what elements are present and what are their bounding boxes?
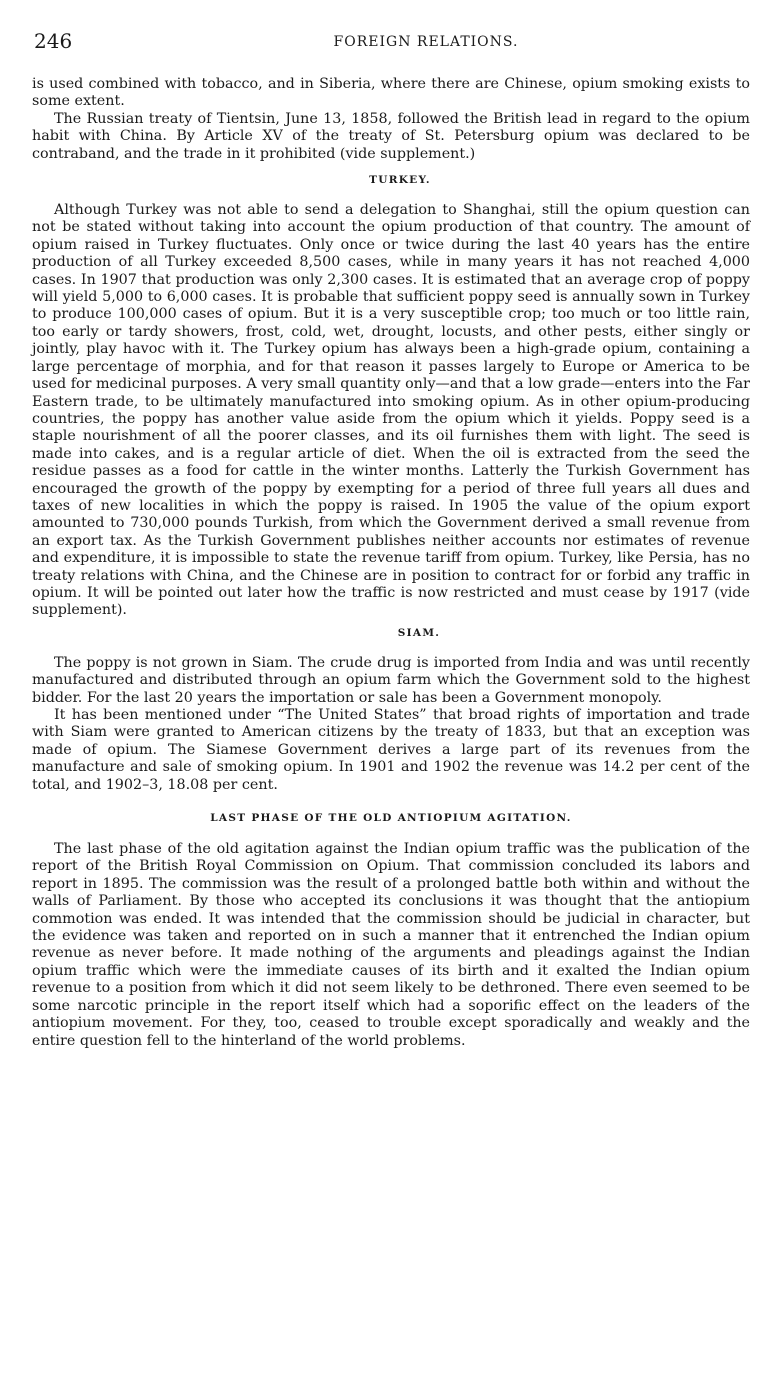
russian-treaty-paragraph: The Russian treaty of Tientsin, June 13, 1858, followed the British lead in regard to the opium habit with China. By Article XV of the treaty of St. Petersburg opium was declared to be contraband, and the trade in it prohibited (vide supplement.) bbox=[32, 110, 750, 162]
section-heading-last-phase: LAST PHASE OF THE OLD ANTIOPIUM AGITATION. bbox=[210, 812, 572, 825]
turkey-section bbox=[32, 202, 750, 620]
last-phase-section bbox=[32, 841, 750, 1050]
running-head bbox=[32, 28, 750, 54]
section-heading-siam: SIAM. bbox=[397, 626, 441, 639]
last-phase-paragraph: The last phase of the old agitation against the Indian opium traffic was the publication of the report of the British Royal Commission on Opium. That commission concluded its labors and report in 1895. The commission was the result of a prolonged battle both within and without the walls of Parliament. By those who accepted its conclusions it was thought that the antiopium commotion was ended. It was intended that the commission should be judicial in character, but the evidence was taken and reported on in such a manner that it entrenched the Indian opium revenue as never before. It made nothing of the arguments and pleadings against the Indian opium traffic which were the immediate causes of its birth and it exalted the Indian opium revenue to a position from which it did not seem likely to be dethroned. There even seemed to be some narcotic principle in the report itself which had a soporific effect on the leaders of the antiopium movement. For they, too, ceased to trouble except sporadically and weakly and the entire question fell to the hinterland of the world problems. bbox=[32, 841, 750, 1049]
continued-paragraph: is used combined with tobacco, and in Siberia, where there are Chinese, opium smoking exists to some extent. bbox=[32, 76, 750, 110]
siam-paragraph-1: The poppy is not grown in Siam. The crude drug is imported from India and was until recently manufactured and distributed through an opium farm which the Government sold to the highest bidder. For the last 20 years the importation or sale has been a Government monopoly. bbox=[32, 654, 750, 706]
page-number: 246 bbox=[34, 29, 73, 53]
section-heading-turkey: TURKEY. bbox=[369, 174, 431, 187]
siam-section bbox=[32, 655, 750, 794]
turkey-paragraph: Although Turkey was not able to send a delegation to Shanghai, still the opium question can not be stated without taking into account the opium production of that country. The amount of opium raised in Turkey fluctuates. Only once or twice during the last 40 years has the entire production of all Turkey exceeded 8,500 cases, while in many years it has not reached 4,000 cases. In 1907 that production was only 2,300 cases. It is estimated that an average crop of poppy will yield 5,000 to 6,000 cases. It is probable that sufficient poppy seed is annually sown in Turkey to produce 100,000 cases of opium. But it is a very susceptible crop; too much or too little rain, too early or tardy showers, frost, cold, wet, drought, locusts, and other pests, either singly or jointly, play havoc with it. The Turkey opium has always been a high-grade opium, containing a large percentage of morphia, and for that reason it passes largely to Europe or America to be used for medicinal purposes. A very small quantity only—and that a low grade—enters into the Far Eastern trade, to be ultimately manufactured into smoking opium. As in other opium-producing countries, the poppy has another value aside from the opium which it yields. Poppy seed is a staple nourishment of all the poorer classes, and its oil furnishes them with light. The seed is made into cakes, and is a regular article of diet. When the oil is extracted from the seed the residue passes as a food for cattle in the winter months. Latterly the Turkish Government has encouraged the growth of the poppy by exempting for a period of three full years all dues and taxes of new localities in which the poppy is raised. In 1905 the value of the opium export amounted to 730,000 pounds Turkish, from which the Government derived a small revenue from an export tax. As the Turkish Government publishes neither accounts nor estimates of revenue and expenditure, it is impossible to state the revenue tariff from opium. Turkey, like Persia, has no treaty relations with China, and the Chinese are in position to contract for or forbid any traffic in opium. It will be pointed out later how the traffic is now restricted and must cease by 1917 (vide supplement). bbox=[32, 202, 751, 619]
siam-paragraph-2: It has been mentioned under “The United States” that broad rights of importation and trade with Siam were granted to American citizens by the treaty of 1833, but that an exception was made of opium. The Siamese Government derives a large part of its revenues from the manufacture and sale of smoking opium. In 1901 and 1902 the revenue was 14.2 per cent of the total, and 1902–3, 18.08 per cent. bbox=[32, 707, 750, 793]
running-head-title: FOREIGN RELATIONS. bbox=[333, 34, 519, 50]
document-page bbox=[32, 28, 750, 1050]
continued-text-section bbox=[32, 76, 750, 163]
